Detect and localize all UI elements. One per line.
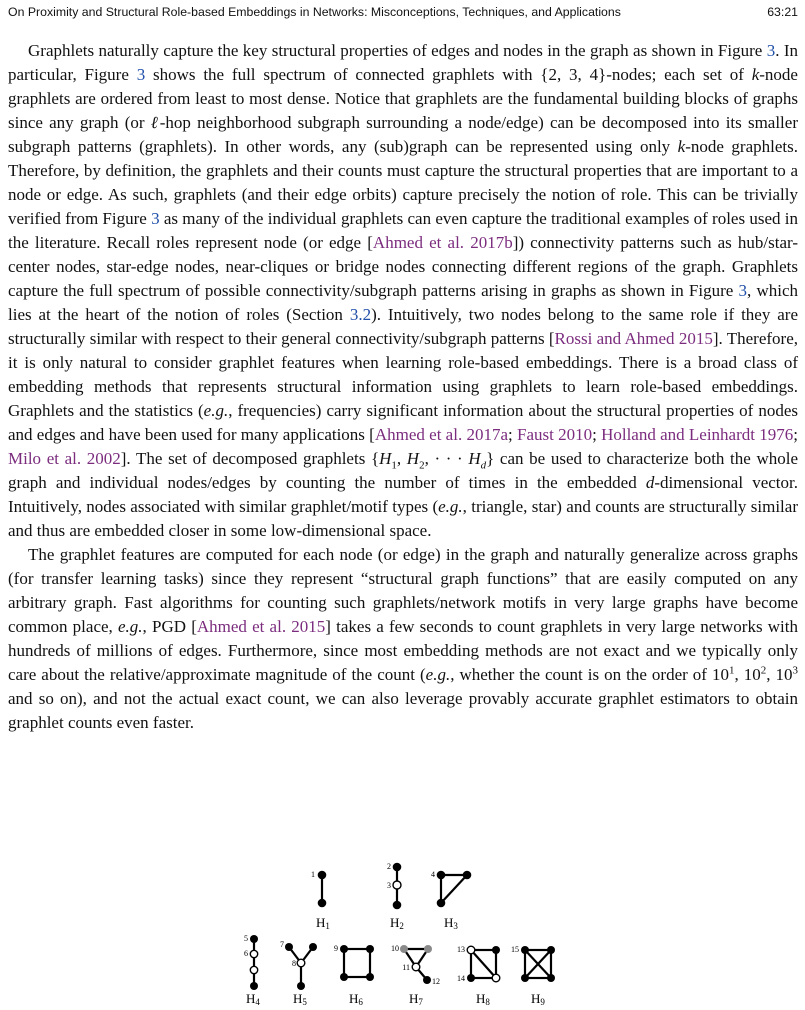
- orbit-label: 13: [457, 945, 465, 954]
- graphlet-h7: [391, 944, 440, 1007]
- citation-link[interactable]: Faust 2010: [516, 425, 593, 444]
- node-hollow: [250, 966, 257, 973]
- citation-link[interactable]: Rossi and Ahmed 2015: [554, 329, 713, 348]
- graphlet-label: H4: [246, 991, 260, 1007]
- section-ref[interactable]: 3.2: [349, 305, 372, 324]
- paragraph-2: The graphlet features are computed for each node (or edge) in the graph and naturally generalize across graphs (for transfer learning tasks) since they represent “structural graph functions” that are easily computed on any arbitrary graph. Fast algorithms for counting such graphlets/network motifs in very large graphs have become common place, e.g., PGD [Ahmed et al. 2015] takes a few seconds to count graphlets in very large networks with hundreds of millions of edges. Furthermore, since most embedding methods are not exact and we typically only care about the relative/approximate magnitude of the count (e.g., whether the count is on the order of $10^1$, $10^2$, $10^3$ and so on), and not the actual exact count, we can also leverage provably accurate graphlet estimators to obtain graphlet counts even faster.: [8, 545, 799, 732]
- node-hollow: [250, 950, 257, 957]
- figure-ref[interactable]: 3: [738, 281, 747, 300]
- node-filled: [309, 943, 317, 951]
- node-filled: [467, 974, 475, 982]
- node-hollow: [393, 881, 401, 889]
- node-filled: [297, 982, 305, 990]
- graphlet-h9: [511, 945, 555, 1007]
- orbit-label: 9: [334, 944, 338, 953]
- graphlet-h1: [311, 870, 330, 931]
- graphlet-h2: [387, 862, 404, 931]
- node-hollow: [467, 946, 475, 954]
- orbit-label: 14: [457, 974, 465, 983]
- node-filled: [250, 935, 258, 943]
- graphlet-figure: [220, 855, 600, 1007]
- graphlet-h3: [431, 870, 471, 931]
- edge-cycle: [344, 949, 370, 977]
- node-hollow: [412, 963, 420, 971]
- node-filled: [340, 973, 348, 981]
- paragraph-1: Graphlets naturally capture the key structural properties of edges and nodes in the graph as shown in Figure 3. In particular, Figure 3 shows the full spectrum of connected graphlets with {2, 3, 4}-nodes; each set of k-node graphlets are ordered from least to most dense. Notice that graphlets are the fundamental building blocks of graphs since any graph (or ℓ-hop neighborhood subgraph surrounding a node/edge) can be decomposed into its smaller subgraph patterns (graphlets). In other words, any (sub)graph can be represented using only k-node graphlets. Therefore, by definition, the graphlets and their counts must capture the structural properties that are important to a node or edge. As such, graphlets (and their edge orbits) capture precisely the notion of role. This can be trivially verified from Figure 3 as many of the individual graphlets can even capture the traditional examples of roles used in the literature. Recall roles represent node (or edge [Ahmed et al. 2017b]) connectivity patterns such as hub/star-center nodes, star-edge nodes, near-cliques or bridge nodes connecting different regions of the graph. Graphlets capture the full spectrum of possible connectivity/subgraph patterns arising in graphs as shown in Figure 3, which lies at the heart of the notion of roles (Section 3.2). Intuitively, two nodes belong to the same role if they are structurally similar with respect to their general connectivity/subgraph patterns [Rossi and Ahmed 2015]. Therefore, it is only natural to consider graphlet features when learning role-based embeddings. There is a broad class of embedding methods that represents structural information using graphlets to learn role-based embeddings. Graphlets and the statistics (e.g., frequencies) carry significant information about the structural properties of nodes and edges and have been used for many applications [Ahmed et al. 2017a; Faust 2010; Holland and Leinhardt 1976; Milo et al. 2002]. The set of decomposed graphlets {$H_1$, $H_2$, · · · $H_d$} can be used to characterize both the whole graph and individual nodes/edges by counting the number of times in the embedded d-dimensional vector. Intuitively, nodes associated with similar graphlet/motif types (e.g., triangle, star) and counts are structurally similar and thus are embedded closer in some low-dimensional space.: [8, 41, 799, 540]
- node-gray: [400, 945, 408, 953]
- node-filled: [366, 945, 374, 953]
- node-filled: [547, 946, 555, 954]
- node-filled: [393, 901, 402, 910]
- orbit-label: 6: [244, 949, 248, 958]
- orbit-label: 10: [391, 944, 399, 953]
- node-filled: [547, 974, 555, 982]
- graphlet-label: H6: [349, 991, 363, 1007]
- graphlet-label: H3: [444, 915, 458, 931]
- node-filled: [521, 974, 529, 982]
- orbit-label: 12: [432, 977, 440, 986]
- page-number: 63:21: [767, 5, 798, 19]
- node-filled: [521, 946, 529, 954]
- node-gray: [424, 945, 432, 953]
- orbit-label: 7: [280, 940, 284, 949]
- body-text: [8, 39, 798, 735]
- citation-link[interactable]: Ahmed et al. 2017a: [374, 425, 508, 444]
- node-filled: [366, 973, 374, 981]
- figure-ref[interactable]: 3: [766, 41, 776, 60]
- orbit-label: 3: [387, 881, 391, 890]
- graphlet-label: H9: [531, 991, 545, 1007]
- orbit-label: 2: [387, 862, 391, 871]
- node-hollow: [297, 959, 305, 967]
- graphlet-h6: [334, 944, 374, 1007]
- edge: [471, 950, 496, 978]
- node-filled: [318, 899, 327, 908]
- node-filled: [393, 863, 402, 872]
- graphlet-h8: [457, 945, 500, 1007]
- graphlet-label: H5: [293, 991, 307, 1007]
- graphlet-label: H8: [476, 991, 490, 1007]
- node-filled: [318, 871, 327, 880]
- graphlet-h4: [244, 934, 260, 1007]
- figure-ref[interactable]: 3: [151, 209, 160, 228]
- figure-ref[interactable]: 3: [136, 65, 146, 84]
- orbit-label: 11: [402, 963, 410, 972]
- orbit-label: 5: [244, 934, 248, 943]
- running-head-title: On Proximity and Structural Role-based Embeddings in Networks: Misconceptions, Techniques, and Applications: [8, 5, 621, 19]
- node-filled: [437, 871, 446, 880]
- node-hollow: [492, 974, 500, 982]
- citation-link[interactable]: Ahmed et al. 2015: [196, 617, 326, 636]
- graphlet-diagram: [220, 855, 600, 1007]
- running-head: [8, 4, 798, 24]
- orbit-label: 4: [431, 870, 435, 879]
- graphlet-label: H7: [409, 991, 423, 1007]
- graphlet-label: H1: [316, 915, 330, 931]
- node-filled: [285, 943, 293, 951]
- edge: [441, 875, 467, 903]
- citation-link[interactable]: Milo et al. 2002: [8, 449, 121, 468]
- citation-link[interactable]: Ahmed et al. 2017b: [372, 233, 513, 252]
- node-filled: [492, 946, 500, 954]
- graphlet-label: H2: [390, 915, 404, 931]
- node-filled: [340, 945, 348, 953]
- node-filled: [423, 976, 431, 984]
- orbit-label: 8: [292, 959, 296, 968]
- node-filled: [463, 871, 472, 880]
- citation-link[interactable]: Holland and Leinhardt 1976: [601, 425, 794, 444]
- node-filled: [437, 899, 446, 908]
- orbit-label: 1: [311, 870, 315, 879]
- orbit-label: 15: [511, 945, 519, 954]
- graphlet-h5: [280, 940, 317, 1007]
- node-filled: [250, 982, 258, 990]
